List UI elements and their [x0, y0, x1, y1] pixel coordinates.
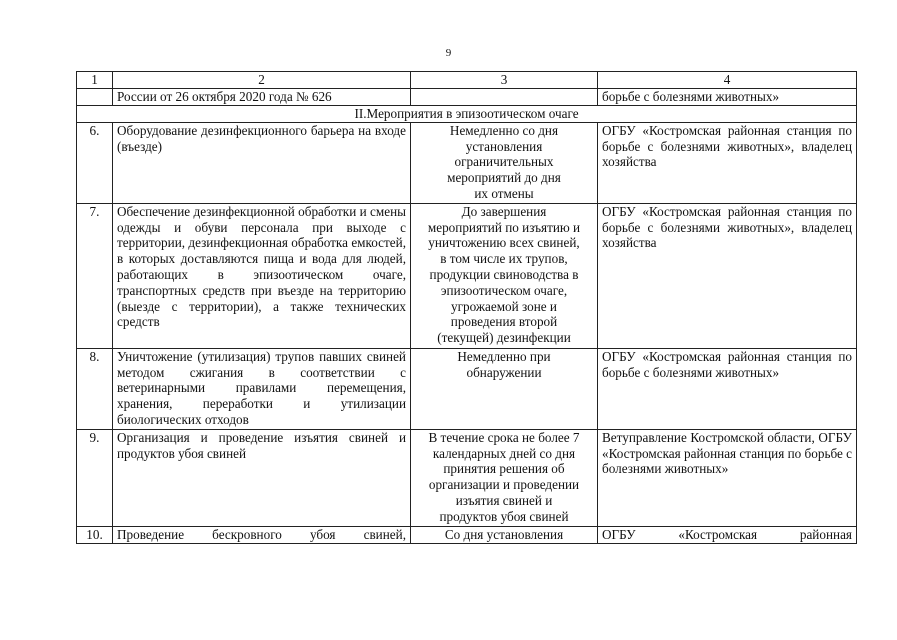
table-header-row: [77, 72, 857, 89]
row-number: 9.: [77, 429, 113, 526]
deadline-line: календарных дней со дня: [432, 445, 576, 461]
row-number: 7.: [77, 203, 113, 348]
row-measure: Обеспечение дезинфекционной обработки и смены одежды и обуви персонала при выходе с территории, дезинфекционная обработка емкостей, в которых доставляются пища и вода для людей, работающих в эпизоотическом очаге, транспортных средств при въезде на территорию (выезде с территории), а также технических средств: [113, 203, 411, 348]
row-deadline: [411, 429, 598, 526]
table-row: [77, 348, 857, 429]
row-deadline: [411, 122, 598, 203]
row-number: 8.: [77, 348, 113, 429]
deadline-line: продукции свиноводства в: [429, 266, 579, 282]
deadline-line: установления: [465, 138, 543, 154]
deadline-line: ограничительных: [454, 154, 554, 170]
deadline-line: в том числе их трупов,: [440, 251, 568, 267]
row-responsible: ОГБУ «Костромская районная: [598, 526, 857, 543]
deadline-line: угрожаемой зоне и: [451, 298, 557, 314]
header-cell: 3: [411, 72, 598, 89]
row-number: 6.: [77, 122, 113, 203]
row-deadline: [411, 526, 598, 543]
row-number: 10.: [77, 526, 113, 543]
header-cell: 2: [113, 72, 411, 89]
continuation-responsible: борьбе с болезнями животных»: [598, 89, 857, 106]
deadline-line: До завершения: [461, 203, 547, 219]
deadline-line: продуктов убоя свиней: [439, 508, 569, 524]
deadline-line: Со дня установления: [444, 526, 564, 542]
header-cell: 4: [598, 72, 857, 89]
row-responsible: Ветуправление Костромской области, ОГБУ «Костромская районная станция по борьбе с болезнями животных»: [598, 429, 857, 526]
row-deadline: [411, 348, 598, 429]
row-deadline: [411, 203, 598, 348]
row-measure: Проведение бескровного убоя свиней,: [113, 526, 411, 543]
row-measure: Оборудование дезинфекционного барьера на входе (въезде): [113, 122, 411, 203]
deadline-line: эпизоотическом очаге,: [440, 282, 568, 298]
row-responsible: ОГБУ «Костромская районная станция по борьбе с болезнями животных»: [598, 348, 857, 429]
deadline-line: уничтожению всех свиней,: [428, 235, 580, 251]
deadline-line: мероприятий до дня: [447, 170, 561, 186]
deadline-line: (текущей) дезинфекции: [437, 330, 571, 346]
row-measure: Уничтожение (утилизация) трупов павших свиней методом сжигания в соответствии с ветеринарными правилами перемещения, хранения, переработки и утилизации биологических отходов: [113, 348, 411, 429]
table-row: [77, 429, 857, 526]
row-responsible: ОГБУ «Костромская районная станция по борьбе с болезнями животных», владелец хозяйства: [598, 122, 857, 203]
section-title: II.Мероприятия в эпизоотическом очаге: [77, 105, 857, 122]
deadline-line: проведения второй: [450, 314, 558, 330]
deadline-line: Немедленно при: [457, 348, 551, 364]
deadline-line: изъятия свиней и: [455, 492, 553, 508]
page-number: 9: [445, 47, 452, 59]
deadline-line: В течение срока не более 7: [428, 429, 580, 445]
table-row: [77, 203, 857, 348]
continuation-measure: России от 26 октября 2020 года № 626: [113, 89, 411, 106]
deadline-line: мероприятий по изъятию и: [427, 219, 581, 235]
table-cell: [77, 89, 113, 106]
deadline-line: их отмены: [474, 185, 534, 201]
deadline-line: принятия решения об: [443, 461, 565, 477]
measures-table: [76, 71, 857, 544]
continuation-row: [77, 89, 857, 106]
deadline-line: Немедленно со дня: [449, 122, 559, 138]
deadline-line: организации и проведении: [428, 477, 580, 493]
table-row: [77, 526, 857, 543]
section-row: [77, 105, 857, 122]
table-row: [77, 122, 857, 203]
row-measure: Организация и проведение изъятия свиней и продуктов убоя свиней: [113, 429, 411, 526]
header-cell: 1: [77, 72, 113, 89]
table-cell: [411, 89, 598, 106]
deadline-line: обнаружении: [466, 364, 542, 380]
row-responsible: ОГБУ «Костромская районная станция по борьбе с болезнями животных», владелец хозяйства: [598, 203, 857, 348]
